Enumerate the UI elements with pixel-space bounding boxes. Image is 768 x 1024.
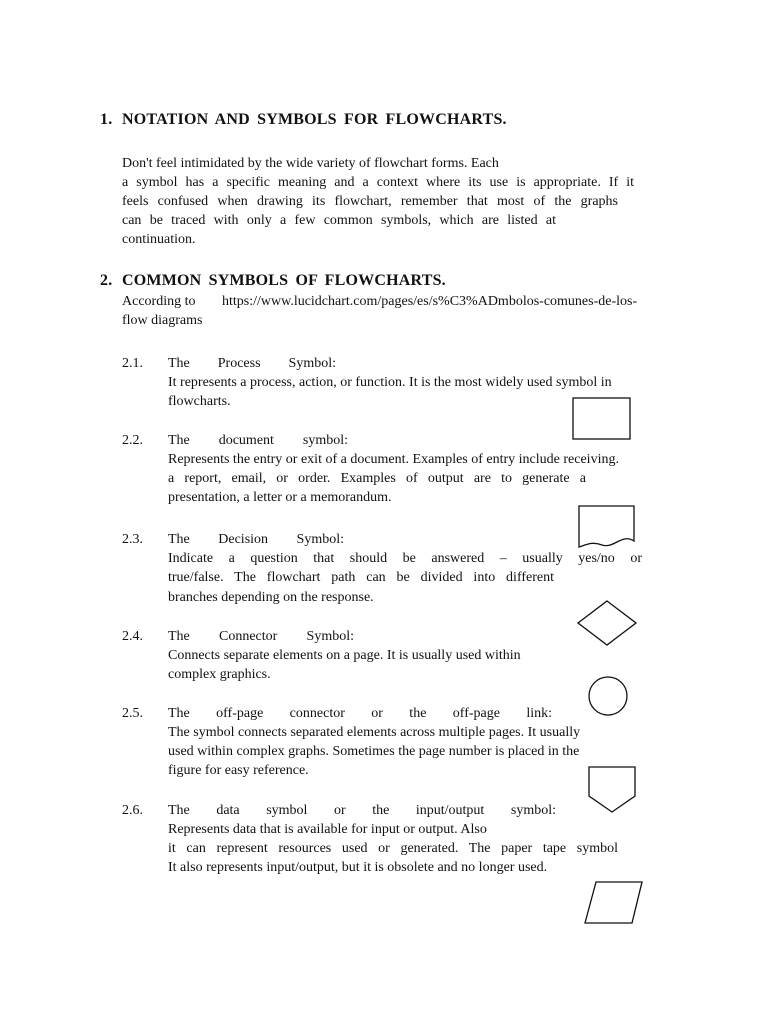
item-number: 2.4.: [122, 629, 143, 644]
item-title: The Process Symbol:: [168, 356, 336, 371]
item-text-line: flowcharts.: [168, 394, 231, 409]
source-label: According to: [122, 294, 196, 309]
item-2-2-heading: [122, 431, 522, 450]
item-text-line: branches depending on the response.: [168, 590, 374, 605]
item-text-line: a report, email, or order. Examples of output are to generate a: [168, 471, 586, 486]
item-text-line: complex graphics.: [168, 667, 271, 682]
item-text-line: The symbol connects separated elements across multiple pages. It usually: [168, 725, 581, 740]
paragraph-line: can be traced with only a few common symbols, which are listed at: [122, 213, 556, 228]
section-1-title: NOTATION AND SYMBOLS FOR FLOWCHARTS.: [122, 111, 507, 128]
section-2-number: 2.: [100, 272, 113, 289]
item-text-line: true/false. The flowchart path can be divided into different: [168, 570, 554, 585]
section-1-heading: [100, 111, 507, 129]
item-title: The off-page connector or the off-page link:: [168, 706, 552, 721]
item-number: 2.6.: [122, 803, 143, 818]
item-text-line: It also represents input/output, but it is obsolete and no longer used.: [168, 860, 548, 875]
item-text-line: figure for easy reference.: [168, 763, 309, 778]
item-2-3-heading: [122, 530, 522, 549]
item-text-line: used within complex graphs. Sometimes the page number is placed in the: [168, 744, 580, 759]
paragraph-line: Don't feel intimidated by the wide variety of flowchart forms. Each: [122, 156, 499, 171]
section-2-title: COMMON SYMBOLS OF FLOWCHARTS.: [122, 272, 446, 289]
item-title: The Decision Symbol:: [168, 532, 344, 547]
item-text-line: Represents data that is available for input or output. Also: [168, 822, 487, 837]
item-title: The data symbol or the input/output symbol:: [168, 803, 556, 818]
item-text-line: It represents a process, action, or function. It is the most widely used symbol in: [168, 375, 612, 390]
item-number: 2.1.: [122, 356, 143, 371]
item-text-line: presentation, a letter or a memorandum.: [168, 490, 392, 505]
decision-diamond-icon: [575, 598, 639, 650]
item-number: 2.5.: [122, 706, 143, 721]
item-2-1-heading: [122, 354, 522, 373]
item-2-6-heading: [122, 801, 562, 820]
item-text-line: Represents the entry or exit of a document. Examples of entry include receiving.: [168, 452, 619, 467]
data-parallelogram-icon: [582, 878, 646, 928]
source-link-continuation: flow diagrams: [122, 313, 203, 328]
item-text-line: it can represent resources used or generated. The paper tape symbol: [168, 841, 618, 856]
item-title: The document symbol:: [168, 433, 348, 448]
off-page-connector-icon: [586, 764, 640, 816]
item-text-line: Indicate a question that should be answered – usually yes/no or: [168, 551, 642, 566]
item-number: 2.3.: [122, 532, 143, 547]
document-shape-icon: [574, 503, 640, 551]
section-1-number: 1.: [100, 111, 113, 128]
section-2-heading: [100, 272, 446, 290]
item-number: 2.2.: [122, 433, 143, 448]
item-text-line: Connects separate elements on a page. It is usually used within: [168, 648, 521, 663]
paragraph-line: feels confused when drawing its flowchart, remember that most of the graphs: [122, 194, 618, 209]
item-title: The Connector Symbol:: [168, 629, 354, 644]
paragraph-line: a symbol has a specific meaning and a context where its use is appropriate. If it: [122, 175, 634, 190]
process-rectangle-icon: [570, 396, 634, 442]
connector-circle-icon: [585, 674, 633, 720]
item-2-5-heading: [122, 704, 562, 723]
paragraph-line: continuation.: [122, 232, 196, 247]
item-2-4-heading: [122, 627, 522, 646]
source-link[interactable]: https://www.lucidchart.com/pages/es/s%C3%ADmbolos-comunes-de-los-: [222, 294, 638, 309]
